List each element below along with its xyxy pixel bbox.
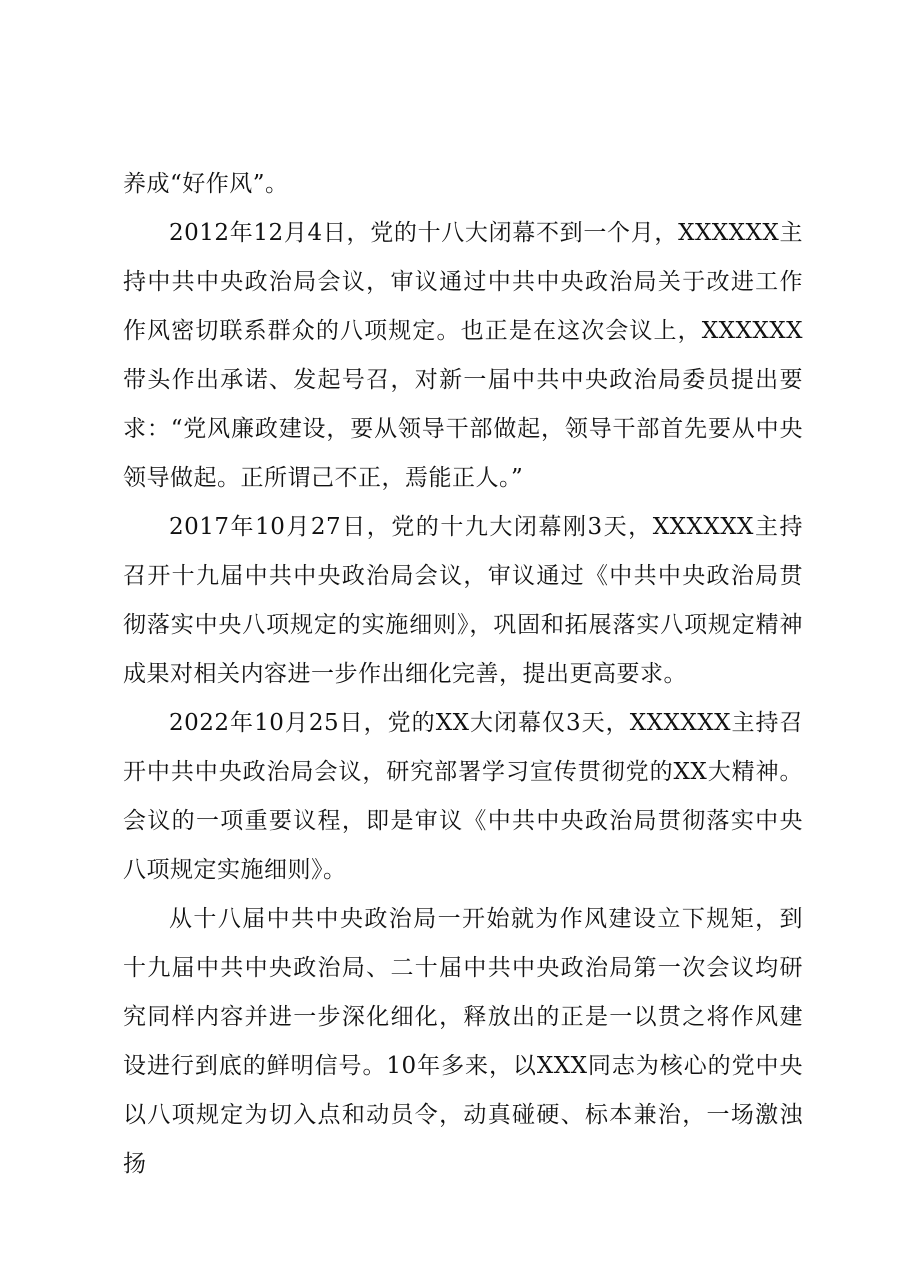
paragraph-2012-meeting: 2012年12月4日，党的十八大闭幕不到一个月，XXXXXX主持中共中央政治局会议，审议通过中共中央政治局关于改进工作作风密切联系群众的八项规定。也正是在这次会议上，XXXXXX带头作出承诺、发起号召，对新一届中共中央政治局委员提出要求：“党风廉政建设，要从领导干部做起，领导干部首先要从中央领导做起。正所谓己不正，焉能正人。” <box>123 220 803 491</box>
paragraph-summary: 从十八届中共中央政治局一开始就为作风建设立下规矩，到十九届中共中央政治局、二十届中共中央政治局第一次会议均研究同样内容并进一步深化细化，释放出的正是一以贯之将作风建设进行到底的鲜明信号。10年多来，以XXX同志为核心的党中央以八项规定为切入点和动员令，动真碰硬、标本兼治，一场激浊扬 <box>123 906 803 1177</box>
paragraph-2022-meeting: 2022年10月25日，党的XX大闭幕仅3天，XXXXXX主持召开中共中央政治局会议，研究部署学习宣传贯彻党的XX大精神。会议的一项重要议程，即是审议《中共中央政治局贯彻落实中央八项规定实施细则》。 <box>123 710 803 883</box>
paragraph-2017-meeting: 2017年10月27日，党的十九大闭幕刚3天，XXXXXX主持召开十九届中共中央政治局会议，审议通过《中共中央政治局贯彻落实中央八项规定的实施细则》，巩固和拓展落实八项规定精神成果对相关内容进一步作出细化完善，提出更高要求。 <box>123 514 803 687</box>
paragraph-continuation: 养成“好作风”。 <box>123 171 289 197</box>
document-body <box>123 160 803 1189</box>
